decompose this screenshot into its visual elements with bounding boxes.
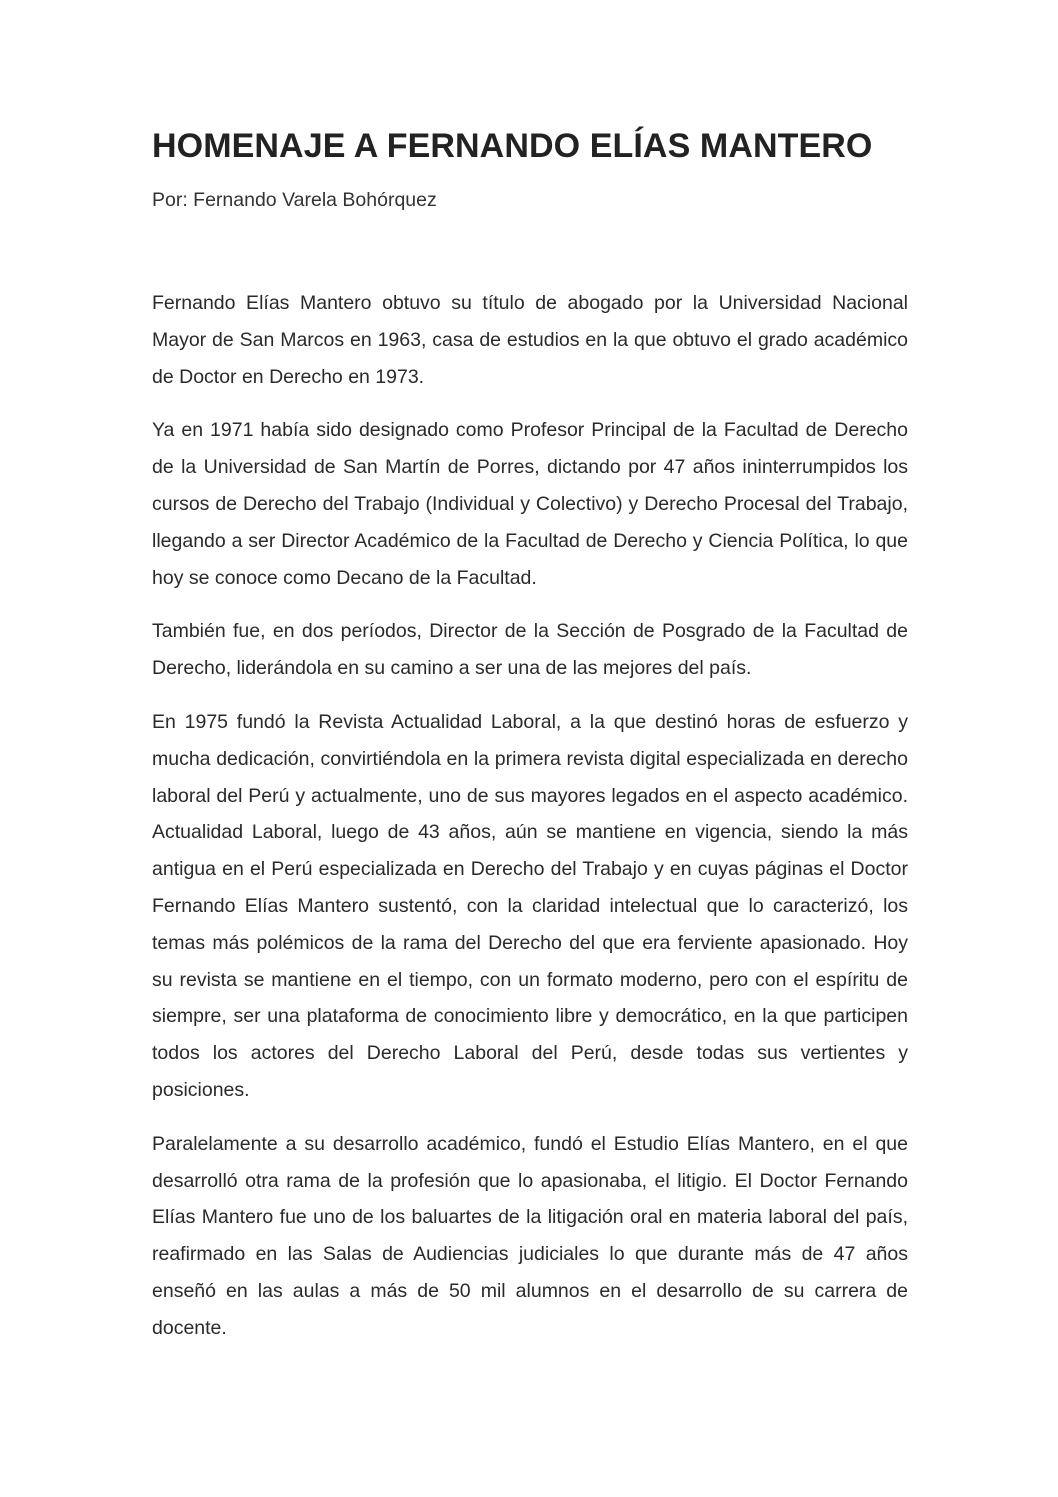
paragraph-5: Paralelamente a su desarrollo académico, fundó el Estudio Elías Mantero, en el que desarrolló otra rama de la profesión que lo apasionaba, el litigio. El Doctor Fernando Elías Mantero fue uno de los baluartes de la litigación oral en materia laboral del país, reafirmado en las Salas de Audiencias judiciales lo que durante más de 47 años enseñó en las aulas a más de 50 mil alumnos en el desarrollo de su carrera de docente. — [152, 1132, 908, 1339]
document-title: HOMENAJE A FERNANDO ELÍAS MANTERO — [152, 127, 873, 165]
paragraph-3: También fue, en dos períodos, Director de la Sección de Posgrado de la Facultad de Derecho, liderándola en su camino a ser una de las mejores del país. — [152, 620, 908, 680]
article-body — [152, 285, 908, 1364]
paragraph-4: En 1975 fundó la Revista Actualidad Laboral, a la que destinó horas de esfuerzo y mucha dedicación, convirtiéndola en la primera revista digital especializada en derecho laboral del Perú y actualmente, uno de sus mayores legados en el aspecto académico. Actualidad Laboral, luego de 43 años, aún se mantiene en vigencia, siendo la más antigua en el Perú especializada en Derecho del Trabajo y en cuyas páginas el Doctor Fernando Elías Mantero sustentó, con la claridad intelectual que lo caracterizó, los temas más polémicos de la rama del Derecho del que era ferviente apasionado. Hoy su revista se mantiene en el tiempo, con un formato moderno, pero con el espíritu de siempre, ser una plataforma de conocimiento libre y democrático, en la que participen todos los actores del Derecho Laboral del Perú, desde todas sus vertientes y posiciones. — [152, 710, 908, 1101]
author-byline: Por: Fernando Varela Bohórquez — [152, 189, 437, 211]
paragraph-2: Ya en 1971 había sido designado como Profesor Principal de la Facultad de Derecho de la Universidad de San Martín de Porres, dictando por 47 años ininterrumpidos los cursos de Derecho del Trabajo (Individual y Colectivo) y Derecho Procesal del Trabajo, llegando a ser Director Académico de la Facultad de Derecho y Ciencia Política, lo que hoy se conoce como Decano de la Facultad. — [152, 419, 908, 589]
paragraph-1: Fernando Elías Mantero obtuvo su título de abogado por la Universidad Nacional Mayor de San Marcos en 1963, casa de estudios en la que obtuvo el grado académico de Doctor en Derecho en 1973. — [152, 292, 908, 388]
